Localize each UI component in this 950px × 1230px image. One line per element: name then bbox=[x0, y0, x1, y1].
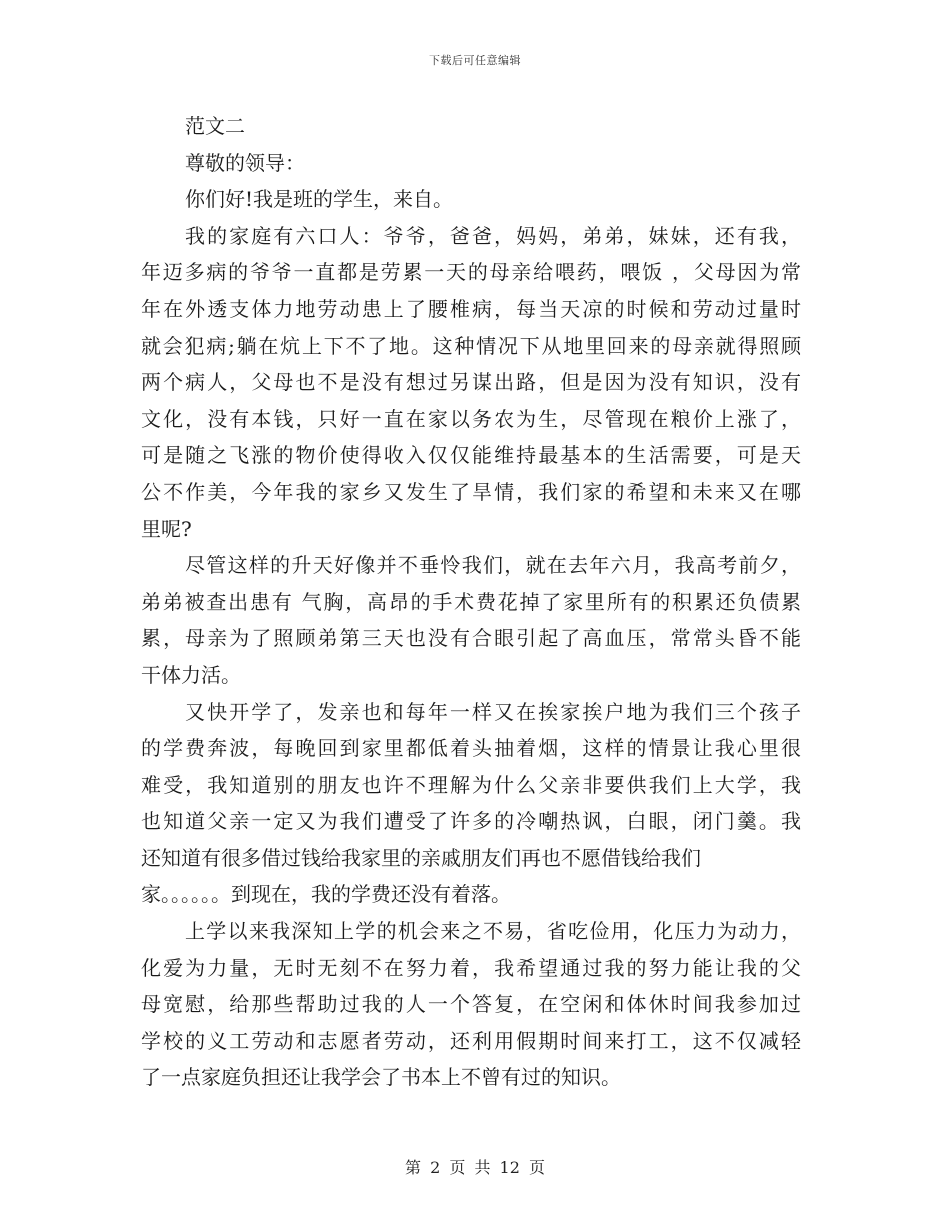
text-line: 上学以来我深知上学的机会来之不易，省吃俭用，化压力为动力， bbox=[185, 919, 801, 944]
text-line: 化爱为力量，无时无刻不在努力着，我希望通过我的努力能让我的父 bbox=[141, 955, 801, 980]
text-line: 也知道父亲一定又为我们遭受了许多的冷嘲热讽，白眼，闭门羹。我 bbox=[141, 809, 801, 834]
paragraph-brother bbox=[141, 547, 801, 693]
text-line: 了一点家庭负担还让我学会了书本上不曾有过的知识。 bbox=[141, 1065, 621, 1090]
text-line: 你们好!我是班的学生，来自。 bbox=[185, 187, 454, 212]
text-line: 就会犯病;躺在炕上下不了地。这种情况下从地里回来的母亲就得照顾 bbox=[141, 333, 801, 358]
text-line: 里呢? bbox=[141, 516, 192, 541]
document-body bbox=[141, 108, 801, 1096]
text-line: 我的家庭有六口人：爷爷，爸爸，妈妈，弟弟，妹妹，还有我， bbox=[185, 223, 801, 248]
text-line: 的学费奔波，每晚回到家里都低着头抽着烟，这样的情景让我心里很 bbox=[141, 736, 801, 761]
greeting bbox=[141, 181, 801, 218]
salutation bbox=[141, 145, 801, 182]
paragraph-tuition bbox=[141, 694, 801, 914]
text-line: 又快开学了，发亲也和每年一样又在挨家挨户地为我们三个孩子 bbox=[185, 699, 801, 724]
text-line: 还知道有很多借过钱给我家里的亲戚朋友们再也不愿借钱给我们 bbox=[141, 845, 701, 870]
text-line: 公不作美，今年我的家乡又发生了旱情，我们家的希望和未来又在哪 bbox=[141, 479, 801, 504]
paragraph-effort bbox=[141, 913, 801, 1096]
text-line: 尊敬的领导： bbox=[185, 150, 305, 175]
text-line: 家。。。。。。到现在，我的学费还没有着落。 bbox=[141, 882, 511, 907]
text-line: 年在外透支体力地劳动患上了腰椎病，每当天凉的时候和劳动过量时 bbox=[141, 296, 801, 321]
text-line: 可是随之飞涨的物价使得收入仅仅能维持最基本的生活需要，可是天 bbox=[141, 443, 801, 468]
text-line: 干体力活。 bbox=[141, 662, 241, 687]
text-line: 母宽慰，给那些帮助过我的人一个答复，在空闲和体休时间我参加过 bbox=[141, 992, 801, 1017]
page-header: 下载后可任意编辑 bbox=[429, 54, 521, 67]
paragraph-family bbox=[141, 218, 801, 547]
page-number-footer: 第 2 页 共 12 页 bbox=[405, 1158, 545, 1177]
text-line: 弟弟被查出患有 气胸，高昂的手术费花掉了家里所有的积累还负债累 bbox=[141, 589, 801, 614]
text-line: 难受，我知道别的朋友也许不理解为什么父亲非要供我们上大学，我 bbox=[141, 772, 801, 797]
text-line: 文化，没有本钱，只好一直在家以务农为生，尽管现在粮价上涨了， bbox=[141, 406, 801, 431]
text-line: 年迈多病的爷爷一直都是劳累一天的母亲给喂药，喂饭 ，父母因为常 bbox=[141, 260, 801, 285]
text-line: 学校的义工劳动和志愿者劳动，还利用假期时间来打工，这不仅减轻 bbox=[141, 1028, 801, 1053]
text-line: 范文二 bbox=[185, 114, 245, 138]
text-line: 尽管这样的升天好像并不垂怜我们，就在去年六月，我高考前夕， bbox=[185, 553, 801, 578]
text-line: 累，母亲为了照顾弟第三天也没有合眼引起了高血压，常常头昏不能 bbox=[141, 626, 801, 651]
text-line: 两个病人，父母也不是没有想过另谋出路，但是因为没有知识，没有 bbox=[141, 370, 801, 395]
document-title bbox=[141, 108, 801, 145]
